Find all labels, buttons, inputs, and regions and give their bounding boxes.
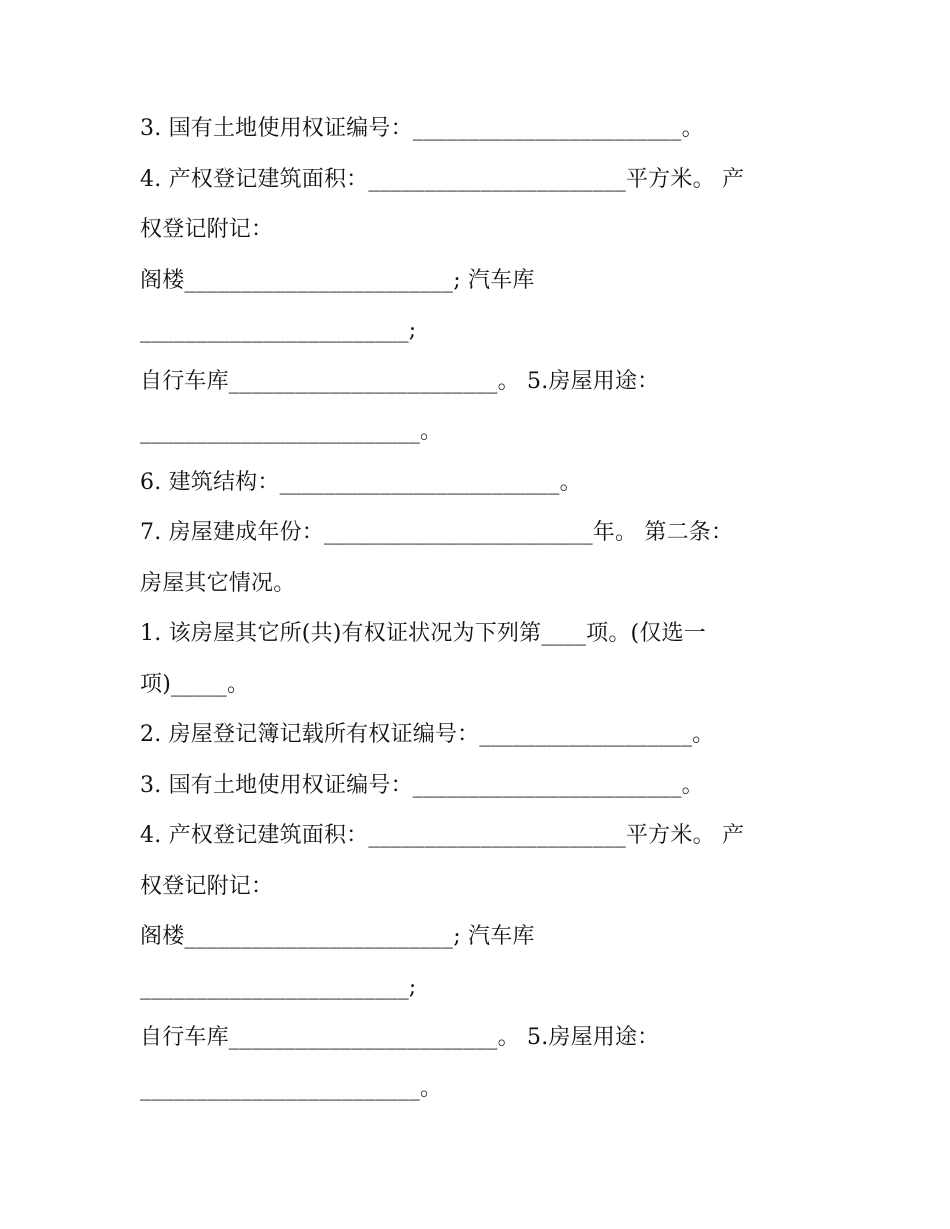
text-line: 权登记附记： bbox=[140, 873, 274, 899]
text-line: 7. 房屋建成年份：________________________年。 第二条： bbox=[140, 520, 734, 545]
text-line: 自行车库________________________。 5.房屋用途： bbox=[140, 368, 660, 394]
text-line: ________________________; bbox=[140, 974, 417, 1000]
text-line: 4. 产权登记建筑面积：_______________________平方米。 产 bbox=[140, 166, 745, 192]
text-line: 阁楼________________________; 汽车库 bbox=[140, 924, 535, 949]
text-line: _________________________。 bbox=[140, 419, 443, 444]
text-line: 3. 国有土地使用权证编号：________________________。 bbox=[140, 116, 704, 141]
text-line: 房屋其它情况。 bbox=[140, 570, 296, 596]
document-body bbox=[140, 104, 820, 1114]
text-line: 1. 该房屋其它所(共)有权证状况为下列第____项。(仅选一 bbox=[140, 621, 706, 646]
text-line: 4. 产权登记建筑面积：_______________________平方米。 产 bbox=[140, 823, 745, 848]
text-line: 6. 建筑结构：_________________________。 bbox=[140, 469, 582, 495]
text-line: 自行车库________________________。 5.房屋用途： bbox=[140, 1025, 660, 1050]
text-line: 阁楼________________________; 汽车库 bbox=[140, 267, 535, 293]
text-line: 权登记附记： bbox=[140, 217, 274, 242]
text-line: 项)_____。 bbox=[140, 671, 250, 697]
text-line: 2. 房屋登记簿记载所有权证编号：___________________。 bbox=[140, 722, 715, 747]
text-line: 3. 国有土地使用权证编号：________________________。 bbox=[140, 772, 704, 798]
text-line: _________________________。 bbox=[140, 1075, 443, 1101]
text-line: ________________________; bbox=[140, 318, 417, 343]
